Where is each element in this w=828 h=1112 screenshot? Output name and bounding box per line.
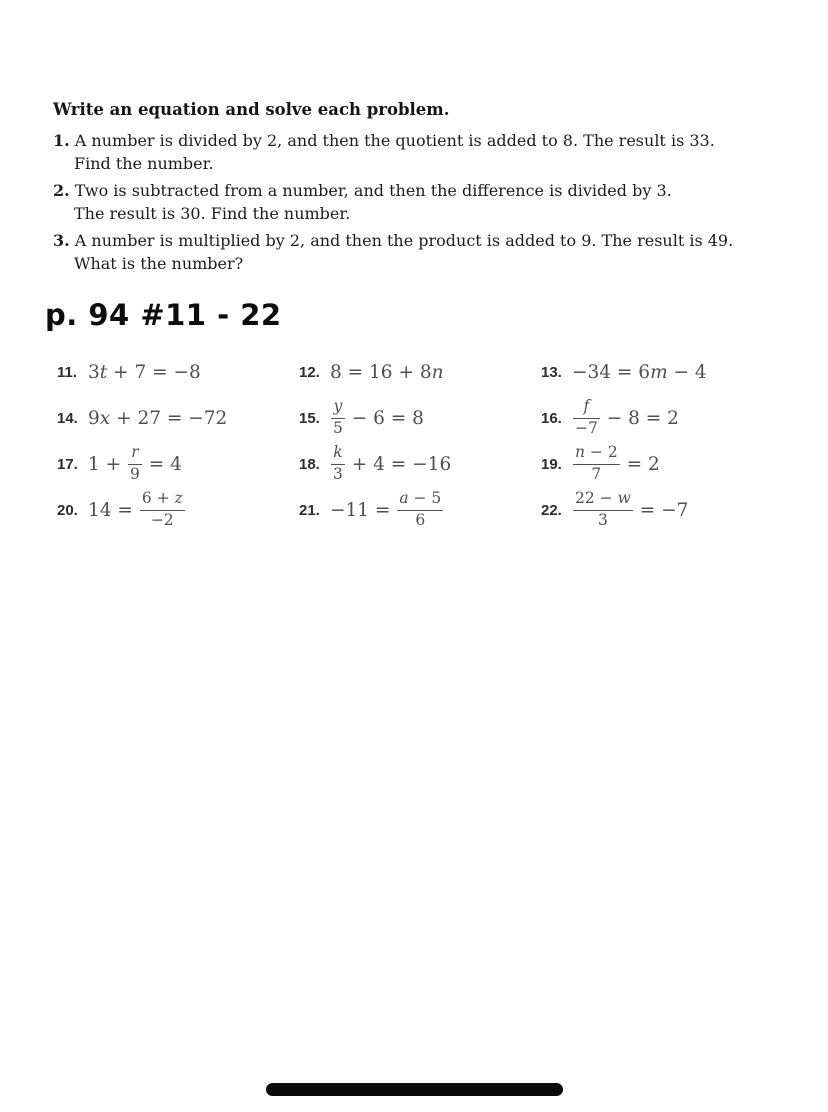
fraction [140,490,185,530]
math-variable: a [399,489,409,508]
equation-number: 20. [57,501,78,519]
fraction-denominator [331,465,345,484]
fraction [397,490,443,530]
equation-number: 17. [57,455,78,473]
fraction-denominator [331,419,345,438]
equation-item [299,490,541,530]
math-variable: f [583,397,590,416]
math-text: 9 [88,407,100,429]
equation-number: 11. [57,363,78,381]
math-text: 7 [591,465,602,483]
math-text: 1 + [88,453,128,475]
equation-item [299,444,541,484]
math-text: − 4 [667,361,707,383]
problem-line-1 [53,129,783,152]
equation-item [57,408,299,429]
problem-text: A number is divided by 2, and then the quotient is added to 8. The result is 33. [69,131,715,150]
fraction-denominator [573,511,633,530]
fraction-numerator [128,444,142,464]
equation-expression [572,444,660,484]
equation-number: 13. [541,363,562,381]
math-text: 9 [130,465,140,483]
math-variable: t [99,361,108,383]
math-text: 3 [333,465,343,483]
problem-number: 3. [53,231,70,250]
math-text: + 4 = −16 [345,453,452,475]
fraction-denominator [573,465,620,484]
math-text: 3 [88,361,100,383]
fraction-numerator [140,490,185,510]
math-text: − 6 = 8 [345,407,424,429]
math-text: 3 [597,511,608,529]
math-text: −2 [150,511,174,529]
equation-number: 15. [299,409,320,427]
equation-item [541,362,786,383]
word-problem [53,129,783,175]
equation-item [57,362,299,383]
problem-line-2: Find the number. [74,154,214,173]
problem-line-1 [53,229,783,252]
math-text: = 2 [620,453,660,475]
equation-item [299,398,541,438]
equation-expression [88,444,182,484]
problem-text: Two is subtracted from a number, and then the difference is divided by 3. [69,181,672,200]
equation-number: 21. [299,501,320,519]
equation-item [299,362,541,383]
fraction [331,444,345,484]
equation-expression [572,398,679,438]
home-indicator-bar-icon[interactable] [266,1083,563,1096]
equation-expression [572,362,707,383]
fraction-denominator [397,511,443,530]
equation-expression [330,490,444,530]
fraction [573,398,600,438]
math-text: − 8 = 2 [600,407,679,429]
problem-line-1 [53,179,783,202]
instruction-heading: Write an equation and solve each problem. [53,100,450,119]
equation-expression [88,362,201,383]
math-text: −7 [575,419,598,437]
equation-expression [330,362,444,383]
word-problem-list [53,129,783,279]
fraction [573,490,633,530]
equation-item [57,490,299,530]
fraction [573,444,620,484]
word-problem [53,229,783,275]
math-variable: n [575,443,585,462]
problem-number: 2. [53,181,70,200]
equation-expression [330,398,424,438]
equation-expression [88,490,186,530]
fraction-numerator [331,444,345,464]
math-text: + 7 = −8 [107,361,201,383]
equation-expression [88,408,227,429]
equation-item [541,398,786,438]
equation-number: 12. [299,363,320,381]
equation-number: 18. [299,455,320,473]
math-variable: k [333,443,343,462]
problem-text: A number is multiplied by 2, and then the product is added to 9. The result is 49. [69,231,734,250]
problem-line-2: What is the number? [74,254,244,273]
math-text: = −7 [633,499,689,521]
math-text: −11 = [330,499,397,521]
math-text: 14 = [88,499,139,521]
fraction-denominator [128,465,142,484]
fraction [331,398,345,438]
math-text: −34 = 6 [572,361,651,383]
fraction-numerator [573,444,620,464]
fraction-denominator [140,511,185,530]
math-text: 5 [333,419,343,437]
math-variable: m [650,361,668,383]
fraction [128,444,142,484]
math-variable: w [617,489,631,508]
math-text: 22 − [575,489,618,508]
math-variable: n [431,361,444,383]
math-text: − 5 [408,489,442,508]
math-text: 6 [415,511,426,529]
math-text: 8 = 16 + 8 [330,361,432,383]
equation-number: 16. [541,409,562,427]
word-problem [53,179,783,225]
fraction-numerator [397,490,443,510]
equation-item [541,444,786,484]
equation-grid [57,349,786,533]
equation-number: 22. [541,501,562,519]
equation-expression [330,444,451,484]
math-text: − 2 [584,443,618,462]
math-variable: r [131,443,139,462]
equation-number: 19. [541,455,562,473]
equation-item [57,444,299,484]
problem-number: 1. [53,131,70,150]
section-heading: p. 94 #11 - 22 [45,298,282,332]
problem-line-2: The result is 30. Find the number. [74,204,351,223]
equation-item [541,490,786,530]
fraction-denominator [573,419,600,438]
math-text: = 4 [142,453,182,475]
fraction-numerator [573,398,600,418]
math-variable: y [333,397,343,416]
fraction-numerator [331,398,345,418]
math-variable: z [174,489,183,508]
equation-number: 14. [57,409,78,427]
fraction-numerator [573,490,633,510]
math-variable: x [99,407,111,429]
math-text: + 27 = −72 [110,407,228,429]
math-text: 6 + [141,489,175,508]
equation-expression [572,490,688,530]
